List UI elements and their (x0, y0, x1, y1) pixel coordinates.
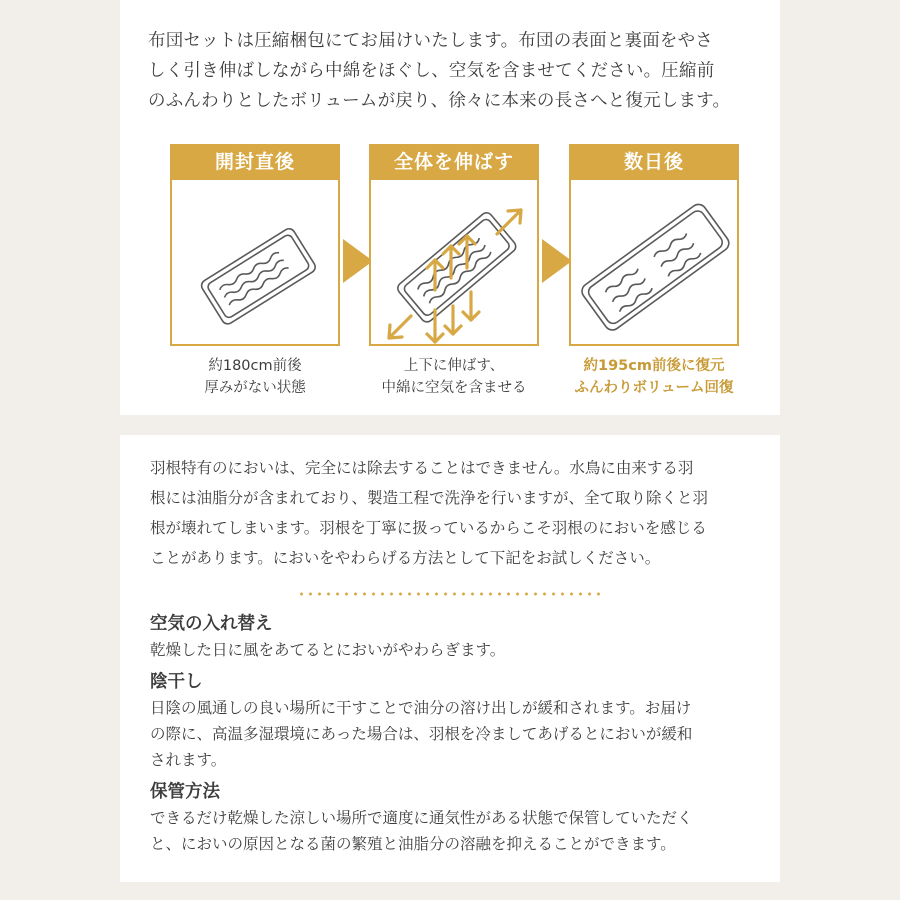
intro-line: のふんわりとしたボリュームが戻り、徐々に本来の長さへと復元します。 (148, 91, 731, 111)
step-illustration (170, 180, 340, 346)
section-body (150, 637, 750, 663)
section-heading: 陰干し (150, 672, 203, 692)
restoration-steps (170, 144, 739, 404)
step-caption (170, 355, 340, 399)
body-line: されます。 (150, 751, 227, 769)
odor-intro-text (150, 453, 750, 573)
step-stretch (369, 144, 539, 399)
body-line: 日陰の風通しの良い場所に干すことで油分の溶け出しが緩和されます。お届け (150, 699, 692, 717)
section-heading: 空気の入れ替え (150, 614, 273, 634)
intro-line: 布団セットは圧縮梱包にてお届けいたします。布団の表面と裏面をやさ (148, 31, 713, 51)
restored-futon-icon (571, 180, 741, 346)
step-just-opened (170, 144, 340, 399)
intro-line: 羽根特有のにおいは、完全には除去することはできません。水鳥に由来する羽 (150, 459, 694, 477)
caption-line: ふんわりボリューム回復 (574, 380, 734, 396)
step-illustration (569, 180, 739, 346)
intro-line: しく引き伸ばしながら中綿をほぐし、空気を含ませてください。圧縮前 (148, 61, 715, 81)
caption-line: 約195cm前後に復元 (583, 358, 725, 374)
caption-line: 約180cm前後 (208, 358, 302, 374)
step-title: 数日後 (569, 144, 739, 180)
section-body (150, 805, 750, 857)
intro-line: 根には油脂分が含まれており、製造工程で洗浄を行いますが、全て取り除くと羽 (150, 489, 709, 507)
stretching-futon-icon (371, 180, 541, 346)
compressed-futon-icon (172, 180, 342, 346)
compression-info-card (120, 0, 780, 415)
section-heading: 保管方法 (150, 782, 220, 802)
body-line: と、においの原因となる菌の繁殖と油脂分の溶融を抑えることができます。 (150, 835, 676, 853)
intro-line: 根が壊れてしまいます。羽根を丁寧に扱っているからこそ羽根のにおいを感じる (150, 519, 707, 537)
step-caption (569, 355, 739, 399)
caption-line: 厚みがない状態 (204, 380, 306, 396)
section-ventilation (150, 611, 750, 663)
body-line: できるだけ乾燥した涼しい場所で適度に通気性がある状態で保管していただく (150, 809, 693, 827)
body-line: の際に、高温多湿環境にあった場合は、羽根を冷ましてあげるとにおいが緩和 (150, 725, 693, 743)
step-arrow-icon (542, 239, 572, 283)
section-storage (150, 779, 750, 857)
dotted-divider (297, 591, 603, 597)
intro-line: ことがあります。においをやわらげる方法として下記をお試しください。 (150, 549, 661, 567)
caption-line: 中綿に空気を含ませる (381, 380, 527, 396)
section-shade-drying (150, 669, 750, 773)
feather-odor-card (120, 435, 780, 882)
body-line: 乾燥した日に風をあてるとにおいがやわらぎます。 (150, 641, 506, 659)
step-after-days (569, 144, 739, 399)
step-title: 開封直後 (170, 144, 340, 180)
step-caption (369, 355, 539, 399)
step-illustration (369, 180, 539, 346)
section-body (150, 695, 750, 773)
compression-intro-text (148, 26, 752, 116)
step-title: 全体を伸ばす (369, 144, 539, 180)
caption-line: 上下に伸ばす、 (403, 358, 505, 374)
